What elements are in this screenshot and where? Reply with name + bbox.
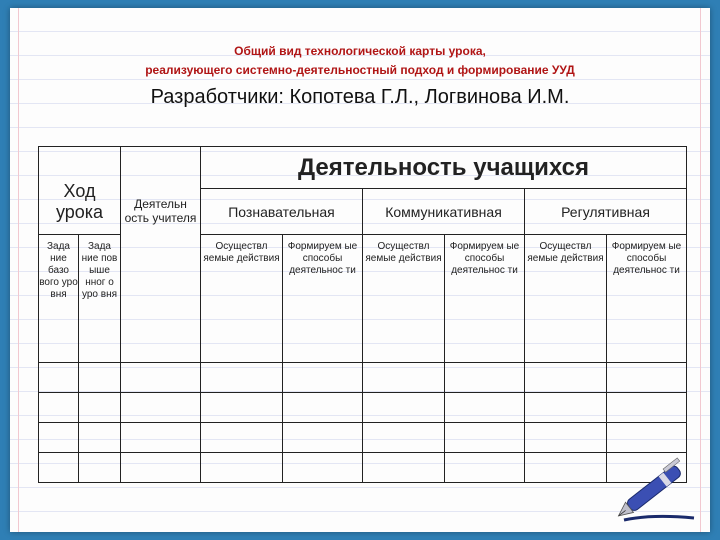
task-basic-header: Зада ние базо вого уро вня xyxy=(39,235,79,363)
course-header: Ход урока xyxy=(39,147,121,235)
group-regulatory: Регулятивная xyxy=(525,189,687,235)
subcol-actions: Осуществл яемые действия xyxy=(525,235,607,363)
students-activity-header: Деятельность учащихся xyxy=(201,147,687,189)
task-higher-header: Зада ние пов ыше нног о уро вня xyxy=(79,235,121,363)
pen-icon xyxy=(612,446,700,528)
slide xyxy=(10,8,710,532)
subcol-actions: Осуществл яемые действия xyxy=(201,235,283,363)
teacher-activity-header: Деятельн ость учителя xyxy=(121,147,201,363)
title-line-1: Общий вид технологической карты урока, xyxy=(234,44,486,58)
tech-map-table xyxy=(38,146,687,483)
subcol-actions: Осуществл яемые действия xyxy=(363,235,445,363)
table-row xyxy=(39,453,687,483)
subcol-methods: Формируем ые способы деятельнос ти xyxy=(607,235,687,363)
subcol-methods: Формируем ые способы деятельнос ти xyxy=(283,235,363,363)
table-row xyxy=(39,393,687,423)
subcol-methods: Формируем ые способы деятельнос ти xyxy=(445,235,525,363)
table-row xyxy=(39,423,687,453)
group-cognitive: Познавательная xyxy=(201,189,363,235)
table-row xyxy=(39,363,687,393)
developers: Разработчики: Копотева Г.Л., Логвинова И.М. xyxy=(150,86,570,108)
group-communicative: Коммуникативная xyxy=(363,189,525,235)
title-line-2: реализующего системно-деятельностный подход и формирование УУД xyxy=(145,63,575,77)
